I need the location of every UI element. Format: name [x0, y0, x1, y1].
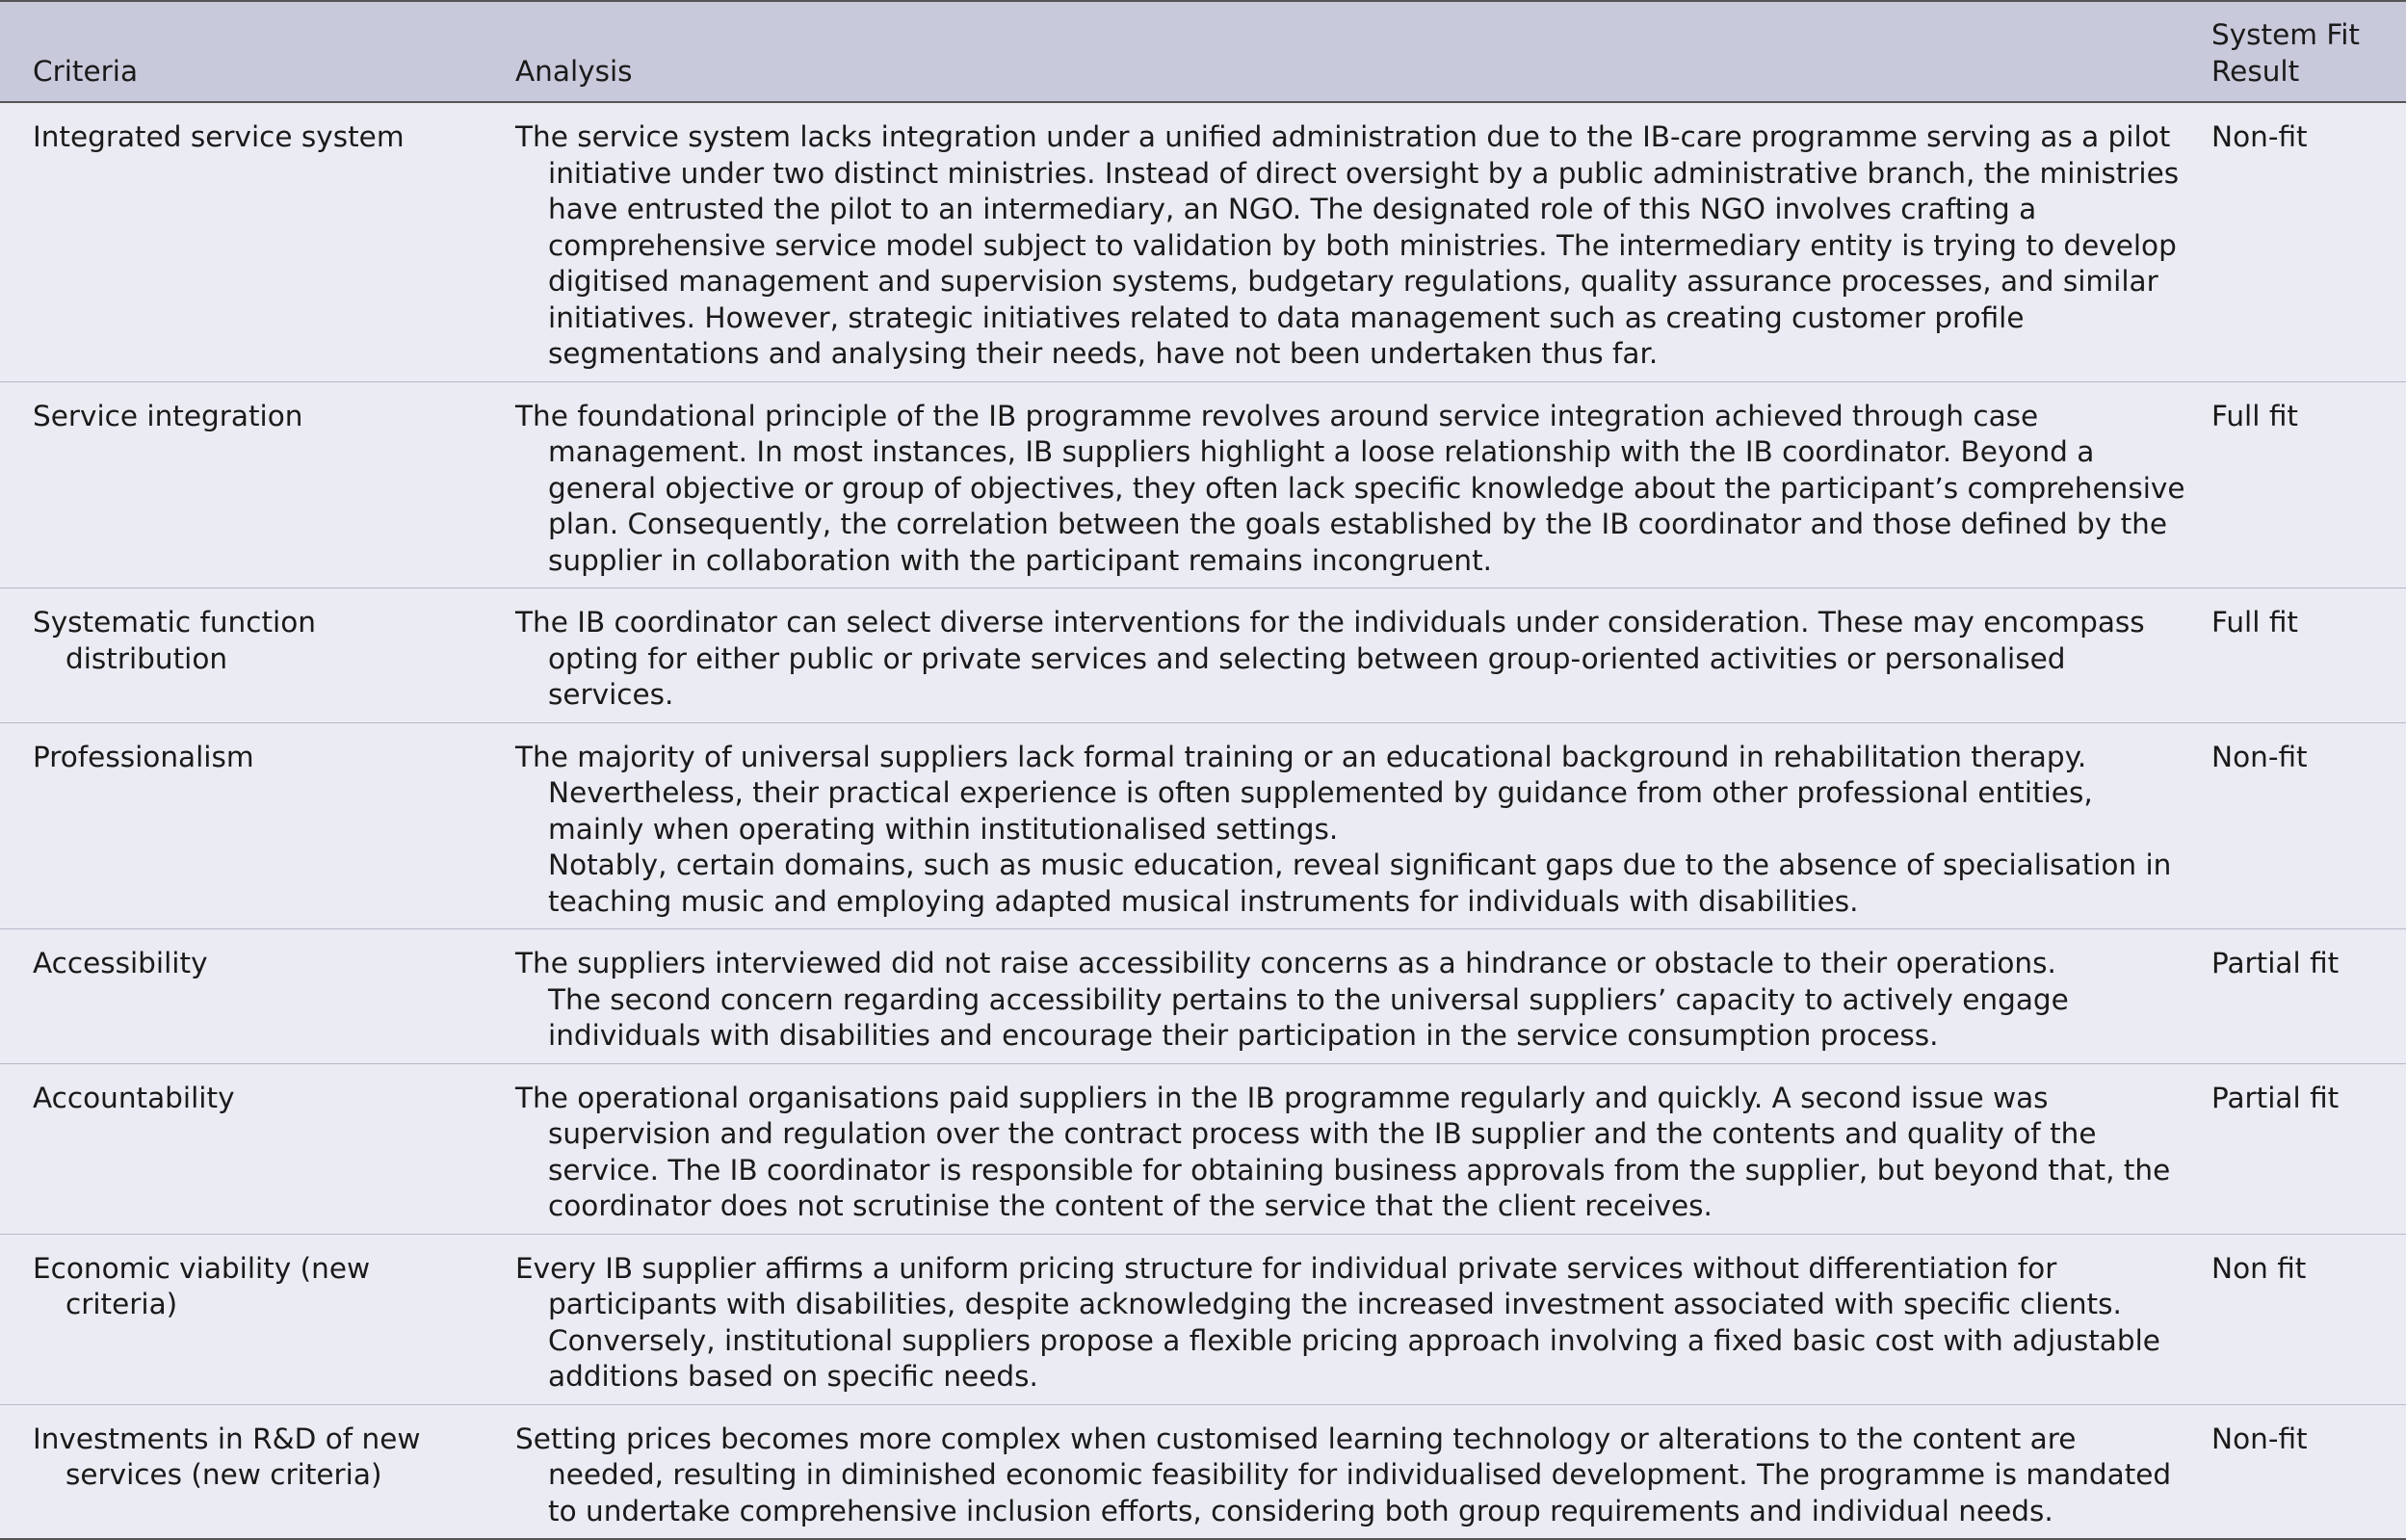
analysis-paragraph: The second concern regarding accessibility pertains to the universal suppliers’ capacity to actively engage individuals with disabilities and encourage their participation in the service consumption process.: [548, 982, 2069, 1052]
result-cell: Partial fit: [2200, 1063, 2406, 1234]
analysis-column-header: Analysis: [483, 1, 2200, 102]
criteria-text: Accountability: [33, 1081, 235, 1114]
result-cell: Full fit: [2200, 381, 2406, 588]
analysis-paragraph: The service system lacks integration under a unified administration due to the IB-care programme serving as a pilot initiative under two distinct ministries. Instead of direct oversight by a public administrative branch, the ministries have entrusted the pilot to an intermediary, an NGO. The designated role of this NGO involves crafting a comprehensive service model subject to validation by both ministries. The intermediary entity is trying to develop digitised management and supervision systems, budgetary regulations, quality assurance processes, and similar initiatives. However, strategic initiatives related to data management such as creating customer profile segmentations and analysing their needs, have not been undertaken thus far.: [515, 120, 2180, 370]
result-cell: Non-fit: [2200, 1404, 2406, 1539]
criteria-cell: [0, 588, 483, 723]
analysis-paragraph: Notably, certain domains, such as music education, reveal significant gaps due to the absence of specialisation in teaching music and employing adapted musical instruments for individuals with disabilities.: [548, 848, 2172, 918]
analysis-paragraph: The foundational principle of the IB programme revolves around service integration achieved through case management. In most instances, IB suppliers highlight a loose relationship with the IB coordinator. Beyond a general objective or group of objectives, they often lack specific knowledge about the participant’s comprehensive plan. Consequently, the correlation between the goals established by the IB coordinator and those defined by the supplier in collaboration with the participant remains incongruent.: [515, 399, 2185, 577]
table-row: [0, 1404, 2406, 1539]
criteria-text: Investments in R&D of new services (new criteria): [33, 1422, 421, 1491]
criteria-text: Economic viability (new criteria): [33, 1251, 371, 1320]
criteria-cell: [0, 929, 483, 1064]
result-column-header: System Fit Result: [2200, 1, 2406, 102]
criteria-column-header: Criteria: [0, 1, 483, 102]
criteria-cell: [0, 381, 483, 588]
analysis-cell: [483, 588, 2200, 723]
result-cell: Full fit: [2200, 588, 2406, 723]
criteria-text: Service integration: [33, 399, 303, 432]
table-header: [0, 1, 2406, 102]
criteria-cell: [0, 1404, 483, 1539]
criteria-text: Accessibility: [33, 947, 208, 979]
header-row: [0, 1, 2406, 102]
analysis-cell: [483, 381, 2200, 588]
criteria-text: Systematic function distribution: [33, 606, 316, 675]
table-row: [0, 1234, 2406, 1404]
table-body: [0, 102, 2406, 1539]
table-row: [0, 929, 2406, 1064]
analysis-paragraph: Setting prices becomes more complex when customised learning technology or alterations to the content are needed, resulting in diminished economic feasibility for individualised development. The programme is mandated to undertake comprehensive inclusion efforts, considering both group requirements and individual needs.: [515, 1422, 2172, 1527]
analysis-cell: [483, 102, 2200, 381]
result-cell: Non fit: [2200, 1234, 2406, 1404]
analysis-paragraph: The IB coordinator can select diverse interventions for the individuals under consideration. These may encompass opting for either public or private services and selecting between group-oriented activities or personalised services.: [515, 606, 2145, 711]
result-cell: Non-fit: [2200, 102, 2406, 381]
analysis-paragraph: Every IB supplier affirms a uniform pricing structure for individual private services without differentiation for participants with disabilities, despite acknowledging the increased investment associated with specific clients. Conversely, institutional suppliers propose a flexible pricing approach involving a fixed basic cost with adjustable additions based on specific needs.: [515, 1251, 2160, 1393]
table-row: [0, 722, 2406, 929]
criteria-cell: [0, 1234, 483, 1404]
table-row: [0, 381, 2406, 588]
criteria-cell: [0, 722, 483, 929]
analysis-paragraph: The suppliers interviewed did not raise accessibility concerns as a hindrance or obstacle to their operations.: [515, 947, 2056, 979]
criteria-cell: [0, 102, 483, 381]
table-row: [0, 1063, 2406, 1234]
result-cell: Partial fit: [2200, 929, 2406, 1064]
analysis-cell: [483, 929, 2200, 1064]
table-row: [0, 102, 2406, 381]
analysis-paragraph: The operational organisations paid suppliers in the IB programme regularly and quickly. A second issue was supervision and regulation over the contract process with the IB supplier and the contents and quality of the service. The IB coordinator is responsible for obtaining business approvals from the supplier, but beyond that, the coordinator does not scrutinise the content of the service that the client receives.: [515, 1081, 2171, 1222]
criteria-text: Integrated service system: [33, 120, 405, 153]
analysis-paragraph: The majority of universal suppliers lack formal training or an educational background in rehabilitation therapy. Nevertheless, their practical experience is often supplemented by guidance from other professional entities, mainly when operating within institutionalised settings.: [515, 740, 2093, 846]
analysis-cell: [483, 722, 2200, 929]
table-row: [0, 588, 2406, 723]
analysis-cell: [483, 1063, 2200, 1234]
criteria-cell: [0, 1063, 483, 1234]
criteria-text: Professionalism: [33, 740, 254, 773]
analysis-cell: [483, 1404, 2200, 1539]
result-cell: Non-fit: [2200, 722, 2406, 929]
analysis-cell: [483, 1234, 2200, 1404]
